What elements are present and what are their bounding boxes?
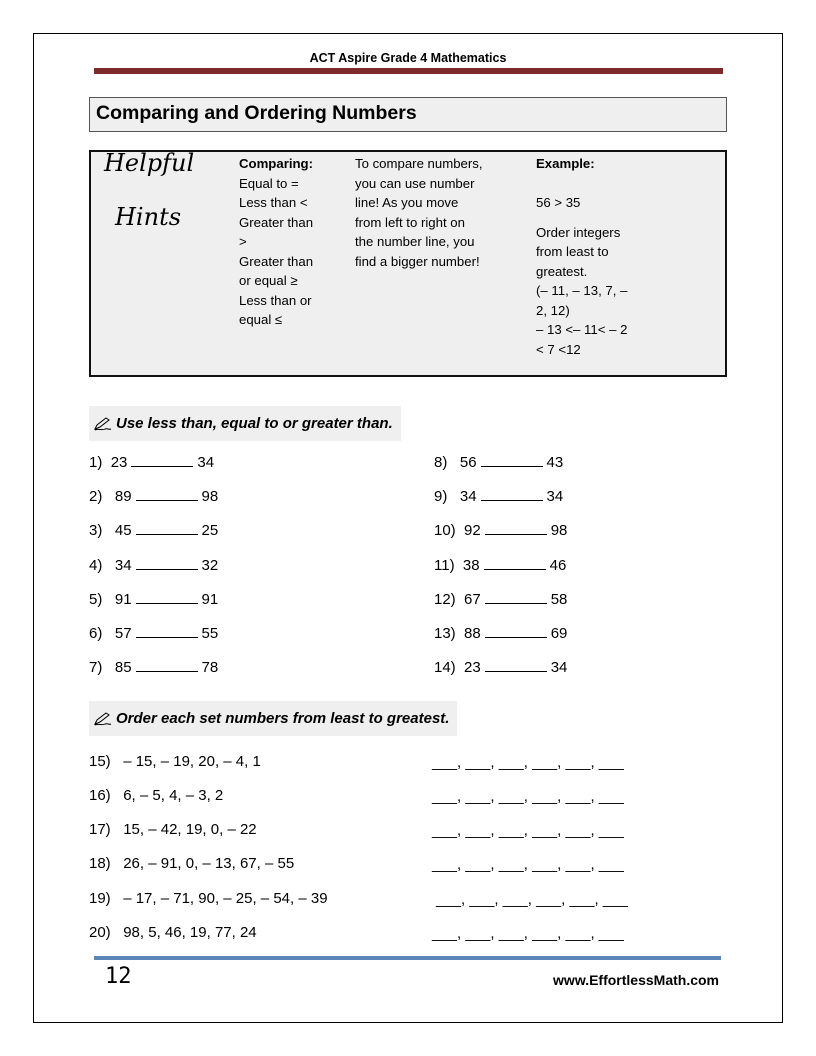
answer-blank[interactable]: [484, 557, 546, 570]
problem-1: 1) 23 34: [89, 454, 215, 471]
comparing-column: [239, 154, 313, 330]
answer-blanks[interactable]: ___, ___, ___, ___, ___, ___: [436, 891, 628, 908]
explanation-line: from left to right on: [355, 214, 465, 230]
answer-blanks[interactable]: ___, ___, ___, ___, ___, ___: [432, 788, 624, 805]
comparing-line: Less than <: [239, 195, 308, 210]
problem-17: 17) 15, – 42, 19, 0, – 22: [89, 821, 257, 838]
problem-10: 10) 92 98: [434, 522, 568, 539]
comparing-line: equal ≤: [239, 312, 283, 327]
comparing-line: Equal to =: [239, 175, 299, 191]
example-line: greatest.: [536, 263, 588, 279]
answer-blank[interactable]: [136, 659, 198, 672]
problem-7: 7) 85 78: [89, 659, 219, 676]
answer-blank[interactable]: [485, 591, 547, 604]
comparing-heading: Comparing:: [239, 156, 313, 171]
example-line: 2, 12): [536, 302, 570, 318]
answer-blank[interactable]: [136, 591, 198, 604]
answer-blank[interactable]: [485, 625, 547, 638]
header-title: ACT Aspire Grade 4 Mathematics: [309, 51, 507, 65]
problem-2: 2) 89 98: [89, 488, 219, 505]
page-number: 12: [105, 964, 132, 989]
section-title: Comparing and Ordering Numbers: [89, 97, 727, 132]
explanation-line: line! As you move: [355, 195, 459, 210]
problem-16: 16) 6, – 5, 4, – 3, 2: [89, 787, 224, 804]
problem-14: 14) 23 34: [434, 659, 568, 676]
compare-explanation: [355, 154, 483, 271]
problem-4: 4) 34 32: [89, 557, 219, 574]
example-heading: Example:: [536, 156, 595, 171]
answer-blank[interactable]: [485, 659, 547, 672]
answer-blank[interactable]: [131, 454, 193, 467]
problem-20: 20) 98, 5, 46, 19, 77, 24: [89, 924, 257, 941]
hints-title-line2: Hints: [115, 203, 182, 231]
comparing-line: Less than or: [239, 292, 312, 308]
answer-blank[interactable]: [481, 454, 543, 467]
pencil-writing-icon: [93, 711, 113, 727]
problem-3: 3) 45 25: [89, 522, 219, 539]
problem-12: 12) 67 58: [434, 591, 568, 608]
example-line: 56 > 35: [536, 195, 581, 210]
answer-blank[interactable]: [136, 488, 198, 501]
instruction-text: Order each set numbers from least to greatest.: [116, 710, 450, 727]
answer-blank[interactable]: [136, 625, 198, 638]
instruction-order: [89, 701, 457, 736]
hints-title-line1: Helpful: [104, 149, 195, 177]
answer-blanks[interactable]: ___, ___, ___, ___, ___, ___: [432, 856, 624, 873]
comparing-line: Greater than: [239, 214, 314, 230]
answer-blank[interactable]: [136, 557, 198, 570]
problem-5: 5) 91 91: [89, 591, 219, 608]
comparing-line: Greater than: [239, 253, 314, 269]
answer-blank[interactable]: [481, 488, 543, 501]
footer-website: www.EffortlessMath.com: [553, 972, 719, 988]
example-column: [536, 154, 627, 359]
problem-11: 11) 38 46: [434, 557, 567, 574]
header-rule: [94, 68, 723, 74]
instruction-text: Use less than, equal to or greater than.: [116, 415, 393, 432]
explanation-line: you can use number: [355, 175, 475, 191]
answer-blank[interactable]: [136, 522, 198, 535]
explanation-line: the number line, you: [355, 234, 475, 249]
problem-19: 19) – 17, – 71, 90, – 25, – 54, – 39: [89, 890, 328, 907]
problem-8: 8) 56 43: [434, 454, 564, 471]
answer-blanks[interactable]: ___, ___, ___, ___, ___, ___: [432, 925, 624, 942]
problem-6: 6) 57 55: [89, 625, 219, 642]
answer-blank[interactable]: [485, 522, 547, 535]
example-line: – 13 <– 11< – 2: [536, 322, 628, 337]
answer-blanks[interactable]: ___, ___, ___, ___, ___, ___: [432, 754, 624, 771]
problem-9: 9) 34 34: [434, 488, 564, 505]
explanation-line: find a bigger number!: [355, 253, 480, 269]
explanation-line: To compare numbers,: [355, 156, 483, 171]
helpful-hints-box: [89, 150, 727, 377]
problem-15: 15) – 15, – 19, 20, – 4, 1: [89, 753, 261, 770]
pencil-writing-icon: [93, 416, 113, 432]
example-line: < 7 <12: [536, 341, 581, 357]
answer-blanks[interactable]: ___, ___, ___, ___, ___, ___: [432, 822, 624, 839]
example-line: Order integers: [536, 224, 621, 240]
example-line: from least to: [536, 244, 609, 259]
example-line: (– 11, – 13, 7, –: [536, 283, 628, 298]
problem-13: 13) 88 69: [434, 625, 568, 642]
footer-rule: [94, 956, 721, 960]
comparing-line: or equal ≥: [239, 273, 298, 288]
problem-18: 18) 26, – 91, 0, – 13, 67, – 55: [89, 855, 295, 872]
comparing-line: >: [239, 234, 247, 249]
instruction-compare: [89, 406, 401, 441]
